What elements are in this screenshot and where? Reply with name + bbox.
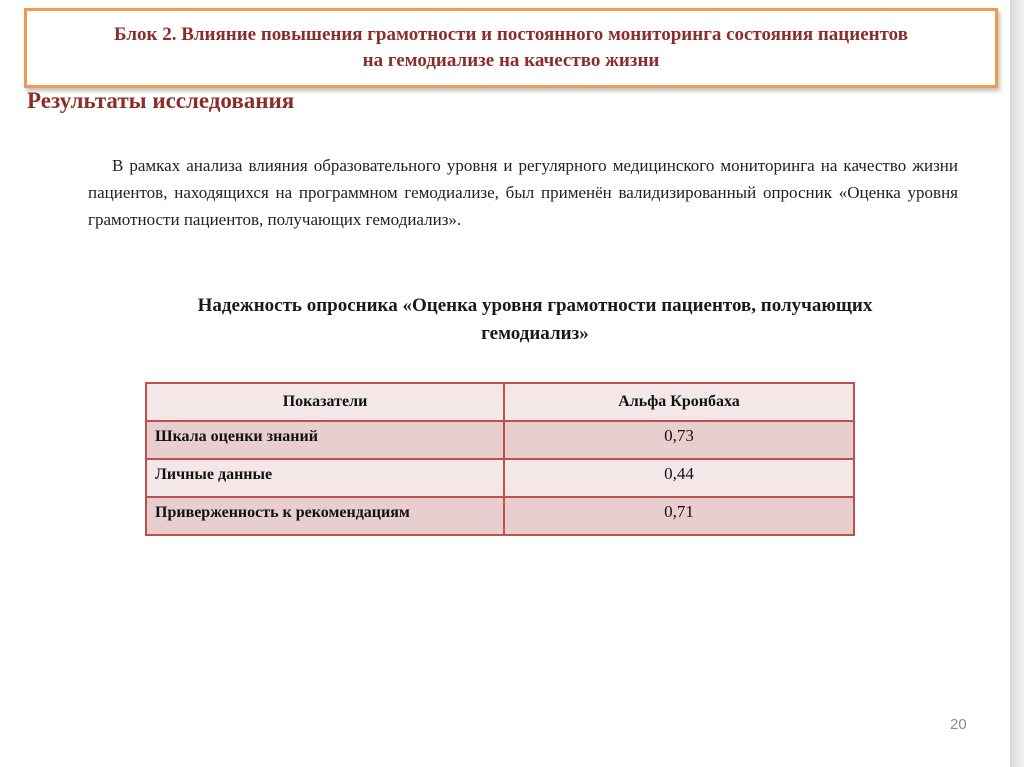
header-indicators: Показатели (146, 383, 504, 421)
row-alpha-value: 0,71 (504, 497, 854, 535)
row-indicator: Шкала оценки знаний (146, 421, 504, 459)
row-indicator: Приверженность к рекомендациям (146, 497, 504, 535)
intro-paragraph: В рамках анализа влияния образовательного уровня и регулярного медицинского мониторинга на качество жизни пациентов, находящихся на программном гемодиализе, был применён валидизированный опросник «Оценка уровня грамотности пациентов, получающих гемодиализ». (88, 156, 958, 229)
slide-title-line-2: на гемодиализе на качество жизни (362, 50, 660, 71)
table-row (146, 497, 854, 535)
slide-title-box (24, 8, 998, 88)
row-alpha-value: 0,44 (504, 459, 854, 497)
slide-title-line-1: Блок 2. Влияние повышения грамотности и постоянного мониторинга состояния пациентов (114, 24, 908, 45)
slide-edge-shadow (1010, 0, 1024, 767)
reliability-table (145, 382, 855, 536)
table-row (146, 421, 854, 459)
table-caption (110, 292, 960, 348)
row-alpha-value: 0,73 (504, 421, 854, 459)
table-row (146, 459, 854, 497)
page-number: 20 (950, 716, 967, 733)
header-cronbach-alpha: Альфа Кронбаха (504, 383, 854, 421)
table-header-row (146, 383, 854, 421)
table-caption-line-2: гемодиализ» (481, 323, 589, 344)
section-heading: Результаты исследования (27, 88, 295, 113)
table-caption-line-1: Надежность опросника «Оценка уровня грамотности пациентов, получающих (197, 295, 873, 316)
row-indicator: Личные данные (146, 459, 504, 497)
